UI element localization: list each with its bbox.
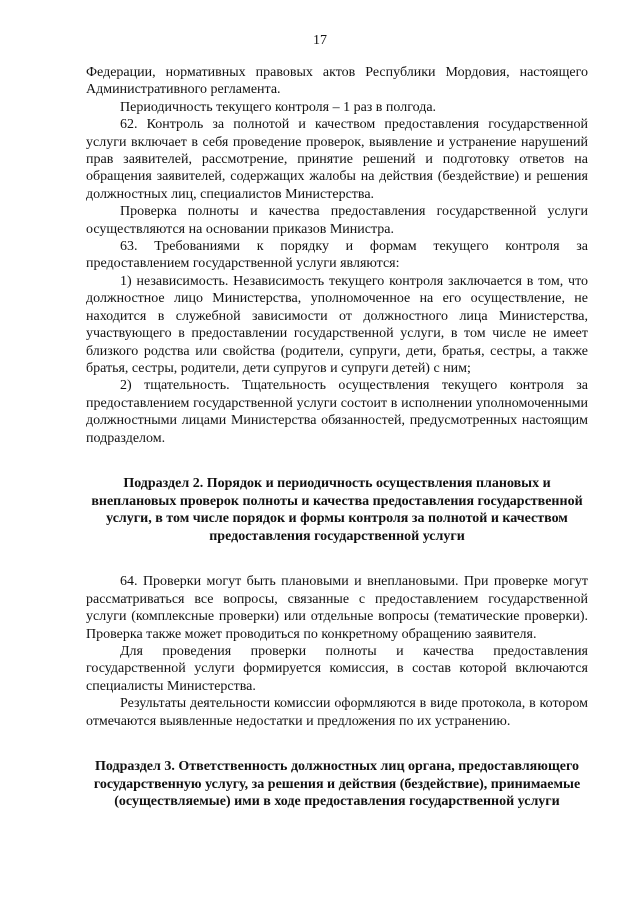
paragraph-64: 64. Проверки могут быть плановыми и внеплановыми. При проверке могут рассматриваться все вопросы, связанные с предоставлением государственной услуги (комплексные проверки) или отдельные вопросы (тематические проверки). Проверка также может проводиться по конкретному обращению заявителя. xyxy=(86,574,588,642)
document-body xyxy=(86,64,588,811)
paragraph: Проверка полноты и качества предоставления государственной услуги осуществляются на основании приказов Министра. xyxy=(86,204,588,237)
paragraph: Периодичность текущего контроля – 1 раз в полгода. xyxy=(120,99,437,115)
list-item-independence: 1) независимость. Независимость текущего контроля заключается в том, что должностное лицо Министерства, уполномоченное на его осуществление, не находится в служебной зависимости от должностного лица Министерства, участвующего в предоставлении государственной услуги, в том числе не имеет близкого родства или свойства (родители, супруги, дети, братья, сестры, а также братья, сестры, родители, дети супругов и супруги детей) с ним; xyxy=(86,273,588,376)
paragraph-63: 63. Требованиями к порядку и формам текущего контроля за предоставлением государственной услуги являются: xyxy=(86,239,588,272)
section-heading-2: Подраздел 2. Порядок и периодичность осуществления плановых и внеплановых проверок полноты и качества предоставления государственной услуги, в том числе порядок и формы контроля за полнотой и качеством предоставления государственной услуги xyxy=(91,475,583,544)
section-heading-3: Подраздел 3. Ответственность должностных лиц органа, предоставляющего государственную услугу, за решения и действия (бездействие), принимаемые (осуществляемые) ими в ходе предоставления государственной услуги xyxy=(93,758,581,810)
list-item-thoroughness: 2) тщательность. Тщательность осуществления текущего контроля за предоставлением государственной услуги состоит в исполнении уполномоченными должностными лицами Министерства обязанностей, предусмотренных настоящим подразделом. xyxy=(86,378,588,446)
paragraph: Для проведения проверки полноты и качества предоставления государственной услуги формируется комиссия, в состав которой включаются специалисты Министерства. xyxy=(86,643,588,694)
paragraph: Федерации, нормативных правовых актов Республики Мордовия, настоящего Административного регламента. xyxy=(86,65,588,98)
page-number: 17 xyxy=(313,33,327,48)
paragraph-62: 62. Контроль за полнотой и качеством предоставления государственной услуги включает в себя проведение проверок, выявление и устранение нарушений прав заявителей, рассмотрение, принятие решений и подготовку ответов на обращения заявителей, содержащих жалобы на действия (бездействие) и решения должностных лиц, специалистов Министерства. xyxy=(86,117,588,202)
paragraph: Результаты деятельности комиссии оформляются в виде протокола, в котором отмечаются выявленные недостатки и предложения по их устранению. xyxy=(86,696,588,729)
